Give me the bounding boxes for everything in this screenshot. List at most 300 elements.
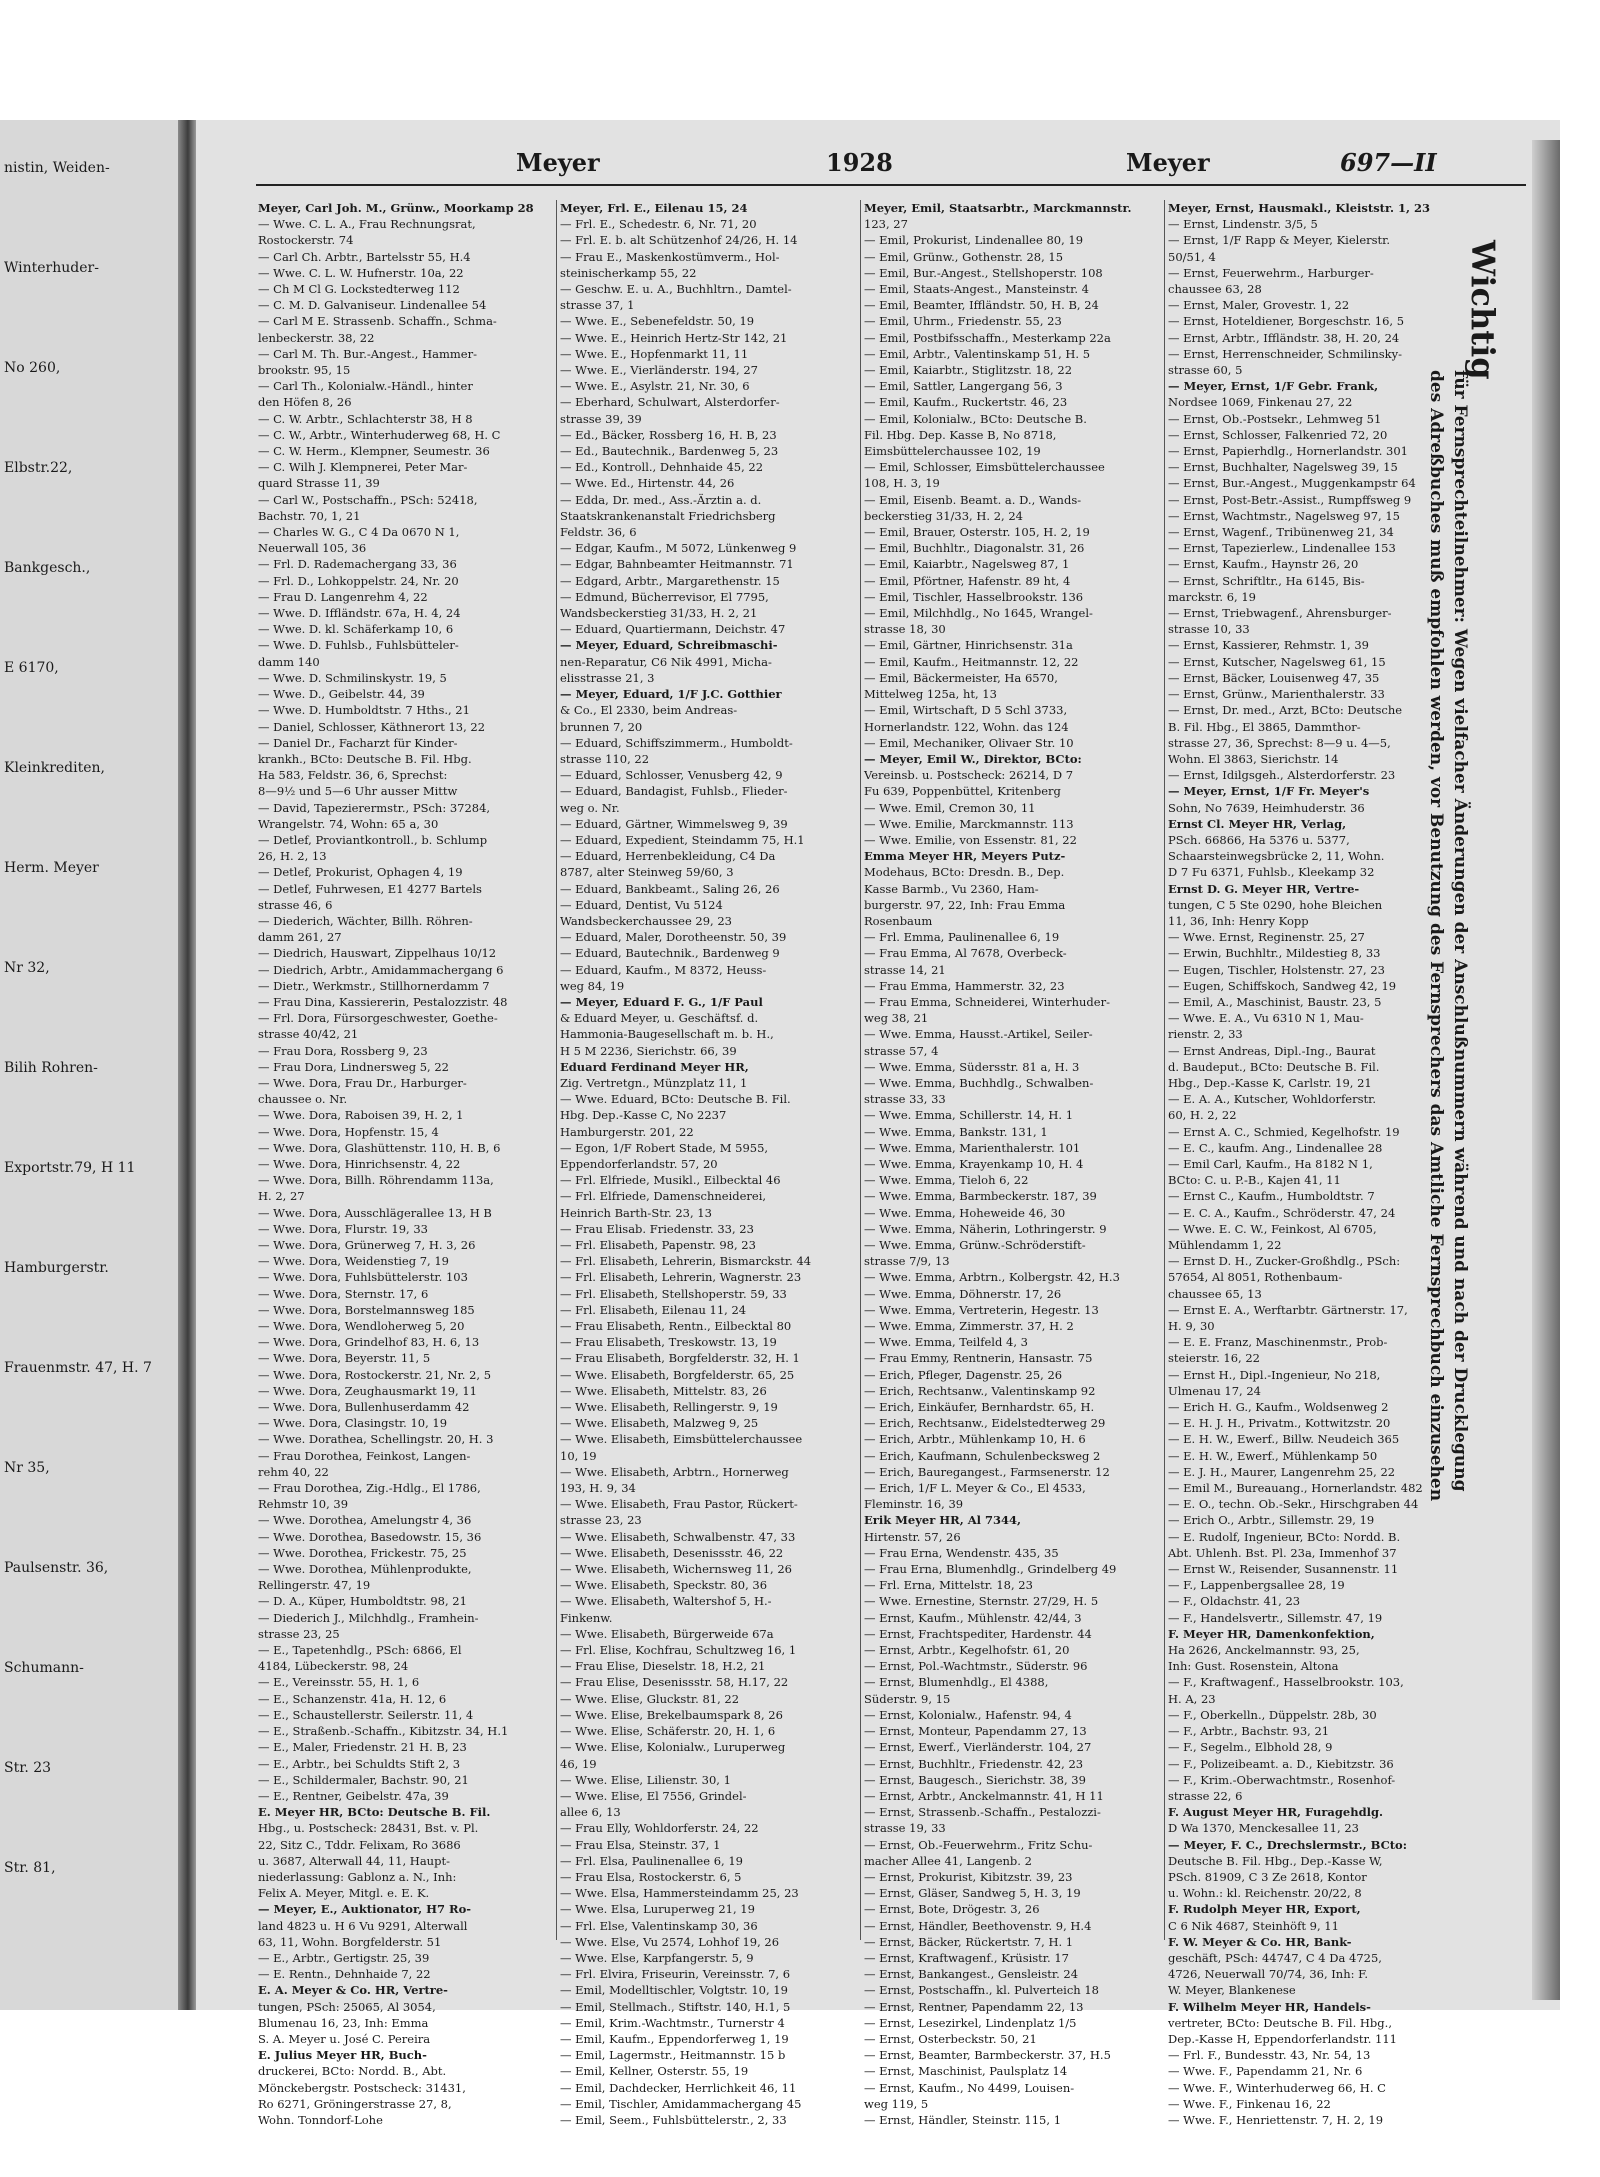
directory-entry: — Ernst, Lindenstr. 3/5, 5 [1168, 217, 1318, 232]
directory-entry: — Edmund, Bücherrevisor, El 7795, [560, 589, 769, 604]
directory-entry: — F., Handelsvertr., Sillemstr. 47, 19 [1168, 1610, 1383, 1625]
directory-entry: — E. C. A., Kaufm., Schröderstr. 47, 24 [1168, 1205, 1396, 1220]
directory-entry: — Ed., Bäcker, Rossberg 16, H. B, 23 [560, 427, 777, 442]
facing-page-line: Winterhuder- [4, 260, 99, 276]
directory-entry: strasse 57, 4 [864, 1043, 939, 1058]
directory-entry: — Wwe. Elisabeth, Frau Pastor, Rückert- [560, 1497, 798, 1512]
directory-entry: Deutsche B. Fil. Hbg., Dep.-Kasse W, [1168, 1853, 1383, 1868]
directory-entry: — Ernst, Bäcker, Louisenweg 47, 35 [1168, 670, 1380, 685]
directory-entry: — Ernst, Gläser, Sandweg 5, H. 3, 19 [864, 1886, 1081, 1901]
directory-entry: — Ernst D. H., Zucker-Großhdlg., PSch: [1168, 1254, 1401, 1269]
facing-page-line: Nr 32, [4, 960, 50, 976]
directory-entry: — Edgard, Arbtr., Margarethenstr. 15 [560, 573, 780, 588]
directory-entry: — Frl. E., Schedestr. 6, Nr. 71, 20 [560, 217, 757, 232]
directory-entry: Hbg., u. Postscheck: 28431, Bst. v. Pl. [258, 1821, 479, 1836]
directory-entry: — Wwe. Emma, Näherin, Lothringerstr. 9 [864, 1221, 1107, 1236]
directory-entry: — Wwe. Else, Vu 2574, Lohhof 19, 26 [560, 1934, 780, 1949]
directory-entry: — Wwe. Elisabeth, Wichernsweg 11, 26 [560, 1562, 792, 1577]
directory-entry: tungen, PSch: 25065, Al 3054, [258, 1999, 436, 2014]
directory-entry: Wandsbeckerstieg 31/33, H. 2, 21 [560, 606, 758, 621]
directory-entry: — Emil, Krim.-Wachtmstr., Turnerstr 4 [560, 2015, 785, 2030]
directory-entry: — Wwe. E. A., Vu 6310 N 1, Mau- [1168, 1011, 1364, 1026]
directory-entry: — E., Maler, Friedenstr. 21 H. B, 23 [258, 1740, 467, 1755]
directory-entry: — Wwe. Emilie, Marckmannstr. 113 [864, 816, 1074, 831]
directory-entry: D Wa 1370, Menckesallee 11, 23 [1168, 1821, 1359, 1836]
directory-entry: marckstr. 6, 19 [1168, 589, 1256, 604]
directory-entry: — Wwe. E., Asylstr. 21, Nr. 30, 6 [560, 379, 750, 394]
directory-entry: — Wwe. Emma, Südersstr. 81 a, H. 3 [864, 1059, 1080, 1074]
directory-entry: Mittelweg 125a, ht, 13 [864, 687, 997, 702]
directory-entry: — Ernst, Wachtmstr., Nagelsweg 97, 15 [1168, 508, 1400, 523]
directory-entry: — Wwe. Elise, Lilienstr. 30, 1 [560, 1772, 731, 1787]
directory-entry: — Meyer, Eduard F. G., 1/F Paul [560, 994, 763, 1009]
directory-entry: — Ernst, Kraftwagenf., Krüsistr. 17 [864, 1950, 1069, 1965]
directory-entry: — Ernst, Dr. med., Arzt, BCto: Deutsche [1168, 703, 1403, 718]
directory-entry: Rostockerstr. 74 [258, 233, 354, 248]
directory-entry: — Edgar, Kaufm., M 5072, Lünkenweg 9 [560, 541, 797, 556]
directory-entry: strasse 14, 21 [864, 962, 946, 977]
directory-entry: — Emil, Kaiarbtr., Nagelsweg 87, 1 [864, 557, 1070, 572]
facing-page-line: Str. 81, [4, 1860, 56, 1876]
directory-entry: — Wwe. Emma, Hausst.-Artikel, Seiler- [864, 1027, 1093, 1042]
directory-entry: Eppendorferlandstr. 57, 20 [560, 1156, 718, 1171]
column-divider [556, 200, 557, 1940]
directory-entry: — Wwe. Elisabeth, Eimsbüttelerchaussee [560, 1432, 803, 1447]
directory-entry: — Wwe. D. kl. Schäferkamp 10, 6 [258, 622, 454, 637]
directory-entry: — Wwe. Emma, Döhnerstr. 17, 26 [864, 1286, 1062, 1301]
directory-entry: strasse 22, 6 [1168, 1788, 1243, 1803]
directory-entry: — E. E. Franz, Maschinenmstr., Prob- [1168, 1335, 1388, 1350]
directory-entry: — Ernst, Händler, Steinstr. 115, 1 [864, 2112, 1062, 2127]
directory-entry: Rehmstr 10, 39 [258, 1497, 349, 1512]
running-head-right: Meyer [1126, 148, 1210, 177]
directory-entry: — Frl. Elsa, Paulinenallee 6, 19 [560, 1853, 743, 1868]
facing-page-line: Hamburgerstr. [4, 1260, 109, 1276]
facing-page-line: E 6170, [4, 660, 59, 676]
directory-entry: — Emil, Tischler, Hasselbrookstr. 136 [864, 589, 1084, 604]
directory-entry: — Erich, Kaufmann, Schulenbecksweg 2 [864, 1448, 1101, 1463]
directory-entry: — Ernst, Papierhdlg., Hornerlandstr. 301 [1168, 444, 1408, 459]
directory-entry: — Frl. Elise, Kochfrau, Schultzweg 16, 1 [560, 1643, 797, 1658]
directory-entry: Finkenw. [560, 1610, 613, 1625]
directory-entry: — Frau Elly, Wohldorferstr. 24, 22 [560, 1821, 759, 1836]
directory-entry: — E., Straßenb.-Schaffn., Kibitzstr. 34, H.1 [258, 1724, 509, 1739]
directory-entry: — Ernst, Pol.-Wachtmstr., Süderstr. 96 [864, 1659, 1088, 1674]
directory-entry: — Edgar, Bahnbeamter Heitmannstr. 71 [560, 557, 794, 572]
directory-entry: — Wwe. Eduard, BCto: Deutsche B. Fil. [560, 1092, 791, 1107]
facing-page-line: Herm. Meyer [4, 860, 99, 876]
directory-entry: & Eduard Meyer, u. Geschäftsf. d. [560, 1011, 759, 1026]
directory-entry: — Diedrich, Hauswart, Zippelhaus 10/12 [258, 946, 497, 961]
directory-entry: — Ernst, Baugesch., Sierichstr. 38, 39 [864, 1772, 1086, 1787]
directory-entry: u. Wohn.: kl. Reichenstr. 20/22, 8 [1168, 1886, 1362, 1901]
directory-entry: Emma Meyer HR, Meyers Putz- [864, 849, 1066, 864]
directory-entry: Ulmenau 17, 24 [1168, 1383, 1261, 1398]
directory-entry: Eimsbüttelerchaussee 102, 19 [864, 444, 1041, 459]
directory-entry: — Ernst C., Kaufm., Humboldtstr. 7 [1168, 1189, 1375, 1204]
facing-page-line: Nr 35, [4, 1460, 50, 1476]
directory-entry: — Emil, Kaufm., Eppendorferweg 1, 19 [560, 2031, 789, 2046]
directory-entry: Ernst D. G. Meyer HR, Vertre- [1168, 881, 1360, 896]
directory-entry: — Wwe. Elisabeth, Arbtrn., Hornerweg [560, 1464, 789, 1479]
directory-entry: — Wwe. Emma, Krayenkamp 10, H. 4 [864, 1156, 1084, 1171]
directory-entry: — Frau Erna, Blumenhdlg., Grindelberg 49 [864, 1562, 1117, 1577]
directory-entry: — Ernst, Bote, Drögestr. 3, 26 [864, 1902, 1040, 1917]
directory-entry: — Wwe. Elsa, Luruperweg 21, 19 [560, 1902, 755, 1917]
directory-entry: — E. A. A., Kutscher, Wohldorferstr. [1168, 1092, 1377, 1107]
directory-entry: — Wwe. D. Schmilinskystr. 19, 5 [258, 670, 447, 685]
directory-entry: — Wwe. Dorothea, Basedowstr. 15, 36 [258, 1529, 482, 1544]
directory-entry: — Ernst, Hoteldiener, Borgeschstr. 16, 5 [1168, 314, 1405, 329]
directory-entry: — Meyer, Ernst, 1/F Gebr. Frank, [1168, 379, 1379, 394]
directory-entry: — Frau Elise, Desenissstr. 58, H.17, 22 [560, 1675, 789, 1690]
directory-entry: — Ernst, Buchhltr., Friedenstr. 42, 23 [864, 1756, 1084, 1771]
directory-entry: — Wwe. Dora, Raboisen 39, H. 2, 1 [258, 1108, 464, 1123]
directory-entry: — Emil, Eisenb. Beamt. a. D., Wands- [864, 492, 1082, 507]
directory-entry: W. Meyer, Blankenese [1168, 1983, 1296, 1998]
directory-entry: — Ernst, Maler, Grovestr. 1, 22 [1168, 298, 1350, 313]
directory-entry: — Frl. Emma, Paulinenallee 6, 19 [864, 930, 1060, 945]
directory-entry: — Eduard, Bautechnik., Bardenweg 9 [560, 946, 780, 961]
directory-entry: strasse 60, 5 [1168, 363, 1243, 378]
directory-entry: — Wwe. Ernst, Reginenstr. 25, 27 [1168, 930, 1365, 945]
directory-entry: rehm 40, 22 [258, 1464, 329, 1479]
directory-entry: — Ernst A. C., Schmied, Kegelhofstr. 19 [1168, 1124, 1400, 1139]
directory-entry: — Frau Emma, Al 7678, Overbeck- [864, 946, 1067, 961]
directory-entry: Nordsee 1069, Finkenau 27, 22 [1168, 395, 1353, 410]
directory-entry: quard Strasse 11, 39 [258, 476, 380, 491]
directory-entry: — Erich, Rechtsanw., Valentinskamp 92 [864, 1383, 1096, 1398]
directory-entry: — Wwe. Elise, El 7556, Grindel- [560, 1788, 747, 1803]
directory-entry: — David, Tapezierermstr., PSch: 37284, [258, 800, 491, 815]
directory-entry: strasse 46, 6 [258, 897, 333, 912]
directory-entry: Kasse Barmb., Vu 2360, Ham- [864, 881, 1039, 896]
directory-entry: — Ernst, Beamter, Barmbeckerstr. 37, H.5 [864, 2048, 1111, 2063]
directory-entry: — Eberhard, Schulwart, Alsterdorfer- [560, 395, 780, 410]
directory-entry: tungen, C 5 Ste 0290, hohe Bleichen [1168, 897, 1383, 912]
directory-entry: — Eduard, Herrenbekleidung, C4 Da [560, 849, 776, 864]
directory-entry: — Egon, 1/F Robert Stade, M 5955, [560, 1140, 769, 1155]
directory-entry: — F., Oldachstr. 41, 23 [1168, 1594, 1301, 1609]
column-divider [1164, 200, 1165, 1940]
directory-entry: — Emil, Wirtschaft, D 5 Schl 3733, [864, 703, 1068, 718]
directory-entry: Bachstr. 70, 1, 21 [258, 508, 361, 523]
directory-entry: Ernst Cl. Meyer HR, Verlag, [1168, 816, 1347, 831]
directory-entry: — Wwe. E., Hopfenmarkt 11, 11 [560, 346, 749, 361]
directory-entry: — Wwe. Dora, Ausschlägerallee 13, H B [258, 1205, 492, 1220]
directory-entry: — Frau Dorothea, Zig.-Hdlg., El 1786, [258, 1481, 481, 1496]
directory-entry: — Wwe. Emma, Hoheweide 46, 30 [864, 1205, 1066, 1220]
directory-entry: nen-Reparatur, C6 Nik 4991, Micha- [560, 654, 772, 669]
directory-entry: — Frau Erna, Wendenstr. 435, 35 [864, 1545, 1059, 1560]
directory-entry: — Meyer, Eduard, 1/F J.C. Gotthier [560, 687, 782, 702]
directory-entry: — Wwe. E., Heinrich Hertz-Str 142, 21 [560, 330, 788, 345]
directory-entry: — Frl. F., Bundesstr. 43, Nr. 54, 13 [1168, 2048, 1371, 2063]
directory-entry: Wohn. El 3863, Sierichstr. 14 [1168, 751, 1339, 766]
facing-page-line: Frauenmstr. 47, H. 7 [4, 1360, 152, 1376]
directory-entry: — Wwe. Elsa, Hammersteindamm 25, 23 [560, 1886, 799, 1901]
directory-entry: — Ernst, Arbtr., Kegelhofstr. 61, 20 [864, 1643, 1070, 1658]
directory-entry: — Emil, Milchhdlg., No 1645, Wrangel- [864, 606, 1093, 621]
directory-entry: — Frl. Elfriede, Musikl., Eilbecktal 46 [560, 1173, 781, 1188]
directory-entry: — Wwe. F., Henriettenstr. 7, H. 2, 19 [1168, 2112, 1384, 2127]
directory-entry: — Eduard, Maler, Dorotheenstr. 50, 39 [560, 930, 787, 945]
directory-entry: — Eduard, Schlosser, Venusberg 42, 9 [560, 768, 783, 783]
directory-entry: — Wwe. D., Geibelstr. 44, 39 [258, 687, 425, 702]
directory-entry: weg 119, 5 [864, 2096, 929, 2111]
directory-entry: — Emil, Bur.-Angest., Stellshoperstr. 108 [864, 265, 1103, 280]
directory-entry: brunnen 7, 20 [560, 719, 643, 734]
directory-entry: — Carl Th., Kolonialw.-Händl., hinter [258, 379, 473, 394]
directory-entry: — Eduard, Schiffszimmerm., Humboldt- [560, 735, 793, 750]
directory-entry: steinischerkamp 55, 22 [560, 265, 697, 280]
directory-entry: strasse 23, 23 [560, 1513, 642, 1528]
directory-entry: — Ernst, Frachtspediter, Hardenstr. 44 [864, 1626, 1092, 1641]
directory-entry: — Erich, 1/F L. Meyer & Co., El 4533, [864, 1481, 1086, 1496]
directory-entry: — Wwe. Emma, Teilfeld 4, 3 [864, 1335, 1028, 1350]
directory-entry: D 7 Fu 6371, Fuhlsb., Kleekamp 32 [1168, 865, 1375, 880]
directory-entry: — Carl W., Postschaffn., PSch: 52418, [258, 492, 478, 507]
directory-entry: — Eduard, Expedient, Steindamm 75, H.1 [560, 832, 805, 847]
directory-entry: — Wwe. Elise, Gluckstr. 81, 22 [560, 1691, 740, 1706]
directory-entry: — E. C., kaufm. Ang., Lindenallee 28 [1168, 1140, 1383, 1155]
directory-entry: chaussee 63, 28 [1168, 282, 1262, 297]
directory-entry: — Wwe. Dora, Frau Dr., Harburger- [258, 1075, 467, 1090]
directory-entry: F. Rudolph Meyer HR, Export, [1168, 1902, 1361, 1917]
directory-entry: B. Fil. Hbg., El 3865, Dammthor- [1168, 719, 1361, 734]
directory-entry: F. W. Meyer & Co. HR, Bank- [1168, 1934, 1352, 1949]
directory-entry: Fleminstr. 16, 39 [864, 1497, 964, 1512]
directory-entry: — Frau Emma, Hammerstr. 32, 23 [864, 978, 1065, 993]
directory-entry: — Dietr., Werkmstr., Stillhornerdamm 7 [258, 978, 490, 993]
directory-entry: — E. J. H., Maurer, Langenrehm 25, 22 [1168, 1464, 1396, 1479]
directory-entry: — Emil, Beamter, Iffländstr. 50, H. B, 24 [864, 298, 1099, 313]
directory-entry: strasse 33, 33 [864, 1092, 946, 1107]
directory-entry: 4726, Neuerwall 70/74, 36, Inh: F. [1168, 1967, 1368, 1982]
directory-entry: — Emil, A., Maschinist, Baustr. 23, 5 [1168, 994, 1382, 1009]
directory-entry: — D. A., Küper, Humboldtstr. 98, 21 [258, 1594, 467, 1609]
directory-entry: — Frl. Elisabeth, Lehrerin, Bismarckstr. 44 [560, 1254, 812, 1269]
directory-entry: — Emil, Lagermstr., Heitmannstr. 15 b [560, 2048, 786, 2063]
directory-entry: — E., Rentner, Geibelstr. 47a, 39 [258, 1788, 449, 1803]
directory-entry: — Frau D. Langenrehm 4, 22 [258, 589, 428, 604]
page-number: 697—II [1340, 148, 1437, 177]
directory-entry: Mühlendamm 1, 22 [1168, 1238, 1282, 1252]
directory-entry: — Ernst, Kolonialw., Hafenstr. 94, 4 [864, 1707, 1072, 1722]
directory-entry: — Ernst, Schlosser, Falkenried 72, 20 [1168, 427, 1388, 442]
directory-entry: Vereinsb. u. Postscheck: 26214, D 7 [864, 768, 1074, 783]
directory-entry: — Wwe. F., Winterhuderweg 66, H. C [1168, 2080, 1386, 2095]
directory-entry: — Wwe. E. C. W., Feinkost, Al 6705, [1168, 1221, 1377, 1236]
directory-entry: — E., Schaustellerstr. Seilerstr. 11, 4 [258, 1707, 474, 1722]
directory-entry: strasse 19, 33 [864, 1821, 946, 1836]
directory-entry: — Frl. Elisabeth, Eilenau 11, 24 [560, 1302, 747, 1317]
directory-entry: — Frl. Elvira, Friseurin, Vereinsstr. 7, 6 [560, 1967, 791, 1982]
directory-entry: — Frau Elsa, Rostockerstr. 6, 5 [560, 1869, 742, 1884]
directory-entry: — Frau Emmy, Rentnerin, Hansastr. 75 [864, 1351, 1093, 1366]
directory-entry: — Charles W. G., C 4 Da 0670 N 1, [258, 525, 460, 540]
directory-entry: — Edda, Dr. med., Ass.-Ärztin a. d. [560, 492, 762, 507]
directory-entry: — Wwe. Dora, Flurstr. 19, 33 [258, 1221, 428, 1236]
directory-entry: Rellingerstr. 47, 19 [258, 1578, 371, 1593]
directory-entry: — C. M. D. Galvaniseur. Lindenallee 54 [258, 298, 487, 313]
directory-entry: Mönckebergstr. Postscheck: 31431, [258, 2080, 466, 2095]
directory-entry: — Wwe. Emma, Bankstr. 131, 1 [864, 1124, 1048, 1139]
directory-entry: — Wwe. Elisabeth, Borgfelderstr. 65, 25 [560, 1367, 795, 1382]
directory-entry: — E., Tapetenhdlg., PSch: 6866, El [258, 1643, 462, 1658]
directory-entry: den Höfen 8, 26 [258, 395, 352, 410]
directory-entry: land 4823 u. H 6 Vu 9291, Alterwall [258, 1918, 468, 1933]
directory-entry: — Wwe. Ernestine, Sternstr. 27/29, H. 5 [864, 1594, 1099, 1609]
directory-entry: — F., Kraftwagenf., Hasselbrookstr. 103, [1168, 1675, 1404, 1690]
directory-entry: C 6 Nik 4687, Steinhöft 9, 11 [1168, 1918, 1339, 1933]
directory-entry: — Emil, Prokurist, Lindenallee 80, 19 [864, 233, 1084, 248]
directory-entry: — Erich, Pfleger, Dagenstr. 25, 26 [864, 1367, 1063, 1382]
directory-entry: — Wwe. Dora, Beyerstr. 11, 5 [258, 1351, 431, 1366]
directory-entry: — Emil, Grünw., Gothenstr. 28, 15 [864, 249, 1064, 264]
directory-entry: — Wwe. Else, Karpfangerstr. 5, 9 [560, 1950, 754, 1965]
directory-entry: — Frl. D. Rademachergang 33, 36 [258, 557, 457, 572]
directory-entry: — Emil, Seem., Fuhlsbüttelerstr., 2, 33 [560, 2112, 787, 2127]
directory-entry: — Frau Elise, Dieselstr. 18, H.2, 21 [560, 1659, 766, 1674]
directory-entry: 22, Sitz C., Tddr. Felixam, Ro 3686 [258, 1837, 461, 1852]
directory-entry: H. 2, 27 [258, 1189, 305, 1204]
directory-entry: 10, 19 [560, 1448, 597, 1463]
directory-entry: — Eduard, Gärtner, Wimmelsweg 9, 39 [560, 816, 788, 831]
directory-entry: — Eugen, Tischler, Holstenstr. 27, 23 [1168, 962, 1385, 977]
directory-entry: strasse 18, 30 [864, 622, 946, 637]
directory-entry: — Emil, Kaufm., Heitmannstr. 12, 22 [864, 654, 1079, 669]
directory-entry: — Wwe. Dorathea, Schellingstr. 20, H. 3 [258, 1432, 494, 1447]
directory-entry: — Wwe. Dorothea, Amelungstr 4, 36 [258, 1513, 472, 1528]
directory-entry: 123, 27 [864, 217, 908, 232]
directory-entry: beckerstieg 31/33, H. 2, 24 [864, 508, 1023, 523]
directory-entry: — Ernst Andreas, Dipl.-Ing., Baurat [1168, 1043, 1376, 1058]
directory-entry: Fu 639, Poppenbüttel, Kritenberg [864, 784, 1061, 799]
directory-entry: — Wwe. Elisabeth, Bürgerweide 67a [560, 1626, 774, 1641]
directory-entry: strasse 110, 22 [560, 751, 650, 766]
directory-entry: — Erwin, Buchhltr., Mildestieg 8, 33 [1168, 946, 1381, 961]
directory-entry: Wandsbeckerchaussee 29, 23 [560, 913, 732, 928]
directory-entry: — Ernst, Händler, Beethovenstr. 9, H.4 [864, 1918, 1092, 1933]
facing-page-line: Bilih Rohren- [4, 1060, 98, 1076]
directory-entry: — Ernst, Schriftltr., Ha 6145, Bis- [1168, 573, 1365, 588]
notice-line-2: des Adreßbuches muß empfohlen werden, vor Benutzung des Fernsprechers das Amtliche Fernsprechbuch einzusehen [1426, 370, 1446, 1502]
directory-entry: — Wwe. Emma, Buchhdlg., Schwalben- [864, 1075, 1094, 1090]
directory-entry: Zig. Vertretgn., Münzplatz 11, 1 [560, 1075, 748, 1090]
directory-entry: druckerei, BCto: Nordd. B., Abt. [258, 2064, 447, 2079]
directory-entry: damm 140 [258, 654, 320, 669]
directory-entry: — E., Schildermaler, Bachstr. 90, 21 [258, 1772, 469, 1787]
directory-entry: — Wwe. Dora, Borstelmannsweg 185 [258, 1302, 475, 1317]
facing-page-line: Kleinkrediten, [4, 760, 105, 776]
directory-entry: — Ernst, Maschinist, Paulsplatz 14 [864, 2064, 1068, 2079]
directory-entry: Felix A. Meyer, Mitgl. e. E. K. [258, 1886, 430, 1901]
directory-entry: — Wwe. Elise, Schäferstr. 20, H. 1, 6 [560, 1724, 776, 1739]
column-1 [258, 200, 548, 2127]
directory-entry: Fil. Hbg. Dep. Kasse B, No 8718, [864, 427, 1057, 442]
directory-entry: 4184, Lübeckerstr. 98, 24 [258, 1659, 409, 1674]
directory-entry: Neuerwall 105, 36 [258, 541, 367, 556]
directory-entry: — Ed., Bautechnik., Bardenweg 5, 23 [560, 444, 779, 459]
directory-entry: — Wwe. Emma, Schillerstr. 14, H. 1 [864, 1108, 1074, 1123]
directory-entry: — Emil, Kaiarbtr., Stiglitzstr. 18, 22 [864, 363, 1073, 378]
directory-entry: — Ernst, Post-Betr.-Assist., Rumpffsweg 9 [1168, 492, 1412, 507]
facing-page-line: nistin, Weiden- [4, 160, 110, 176]
directory-entry: — Ernst, Arbtr., Anckelmannstr. 41, H 11 [864, 1788, 1104, 1803]
directory-entry: — Wwe. Dora, Clasingstr. 10, 19 [258, 1416, 448, 1431]
directory-entry: — Wwe. Elise, Kolonialw., Luruperweg [560, 1740, 786, 1755]
directory-entry: 60, H. 2, 22 [1168, 1108, 1237, 1123]
directory-entry: — Wwe. E., Sebenefeldstr. 50, 19 [560, 314, 755, 329]
directory-entry: — Wwe. Dorothea, Frickestr. 75, 25 [258, 1545, 467, 1560]
header-rule [256, 184, 1526, 186]
directory-entry: — Wwe. Dora, Rostockerstr. 21, Nr. 2, 5 [258, 1367, 492, 1382]
directory-entry: — Ernst, Postschaffn., kl. Pulverteich 18 [864, 1983, 1099, 1998]
directory-entry: — Ernst, Bäcker, Rückertstr. 7, H. 1 [864, 1934, 1074, 1949]
directory-entry: — Emil, Uhrm., Friedenstr. 55, 23 [864, 314, 1062, 329]
column-4 [1168, 200, 1458, 2127]
directory-entry: — Wwe. Dora, Wendloherweg 5, 20 [258, 1319, 465, 1334]
directory-entry: — Eduard, Bankbeamt., Saling 26, 26 [560, 881, 780, 896]
directory-entry: Hirtenstr. 57, 26 [864, 1529, 961, 1544]
directory-entry: Süderstr. 9, 15 [864, 1691, 951, 1706]
directory-entry: — Frau Dorothea, Feinkost, Langen- [258, 1448, 471, 1463]
directory-entry: Blumenau 16, 23, Inh: Emma [258, 2015, 429, 2030]
facing-page-line: Bankgesch., [4, 560, 91, 576]
directory-entry: d. Baudeput., BCto: Deutsche B. Fil. [1168, 1059, 1380, 1074]
directory-entry: strasse 10, 33 [1168, 622, 1250, 637]
notice-title: Wichtig [1464, 240, 1502, 380]
directory-entry: — Ernst E. A., Werftarbtr. Gärtnerstr. 17, [1168, 1302, 1408, 1317]
directory-entry: — Wwe. C. L. W. Hufnerstr. 10a, 22 [258, 265, 464, 280]
directory-entry: — Wwe. Ed., Hirtenstr. 44, 26 [560, 476, 735, 491]
directory-entry: — Emil, Staats-Angest., Mansteinstr. 4 [864, 282, 1089, 297]
directory-entry: F. Wilhelm Meyer HR, Handels- [1168, 1999, 1371, 2014]
directory-entry: — Detlef, Fuhrwesen, E1 4277 Bartels [258, 881, 482, 896]
directory-entry: — E. H. W., Ewerf., Billw. Neudeich 365 [1168, 1432, 1400, 1447]
directory-entry: Schaarsteinwegsbrücke 2, 11, Wohn. [1168, 849, 1385, 864]
directory-entry: — Wwe. Emma, Marienthalerstr. 101 [864, 1140, 1081, 1155]
directory-entry: — Wwe. Dora, Sternstr. 17, 6 [258, 1286, 429, 1301]
directory-entry: Hamburgerstr. 201, 22 [560, 1124, 694, 1139]
directory-entry: — Frl. Elisabeth, Stellshoperstr. 59, 33 [560, 1286, 787, 1301]
directory-entry: — E. Rudolf, Ingenieur, BCto: Nordd. B. [1168, 1529, 1401, 1544]
directory-entry: Ro 6271, Gröningerstrasse 27, 8, [258, 2096, 452, 2111]
directory-entry: — Emil, Stellmach., Stiftstr. 140, H.1, 5 [560, 1999, 791, 2014]
directory-entry: — Wwe. D. Iffländstr. 67a, H. 4, 24 [258, 606, 461, 621]
directory-entry: — Wwe. F., Papendamm 21, Nr. 6 [1168, 2064, 1363, 2079]
page-edge-shadow [1532, 140, 1560, 2000]
column-3 [864, 200, 1154, 2127]
directory-entry: — Frau Elisab. Friedenstr. 33, 23 [560, 1221, 754, 1236]
facing-page-line: Exportstr.79, H 11 [4, 1160, 136, 1176]
directory-entry: — Erich, Einkäufer, Bernhardstr. 65, H. [864, 1400, 1095, 1415]
directory-entry: — Emil, Postbifsschaffn., Mesterkamp 22a [864, 330, 1111, 345]
directory-entry: — Emil, Kaufm., Ruckertstr. 46, 23 [864, 395, 1068, 410]
directory-entry: 46, 19 [560, 1756, 597, 1771]
directory-entry: — Wwe. Emilie, von Essenstr. 81, 22 [864, 832, 1077, 847]
directory-entry: — Wwe. Dora, Hinrichsenstr. 4, 22 [258, 1156, 461, 1171]
directory-entry: — Eduard, Dentist, Vu 5124 [560, 897, 723, 912]
directory-entry: — F., Lappenbergsallee 28, 19 [1168, 1578, 1345, 1593]
directory-entry: — Emil, Arbtr., Valentinskamp 51, H. 5 [864, 346, 1091, 361]
directory-entry: — Geschw. E. u. A., Buchhltrn., Damtel- [560, 282, 792, 297]
directory-entry: — Frl. Erna, Mittelstr. 18, 23 [864, 1578, 1033, 1593]
directory-entry: — C. W. Herm., Klempner, Seumestr. 36 [258, 444, 490, 459]
directory-entry: — Meyer, E., Auktionator, H7 Ro- [258, 1902, 472, 1917]
directory-entry: Inh: Gust. Rosenstein, Altona [1168, 1659, 1339, 1674]
